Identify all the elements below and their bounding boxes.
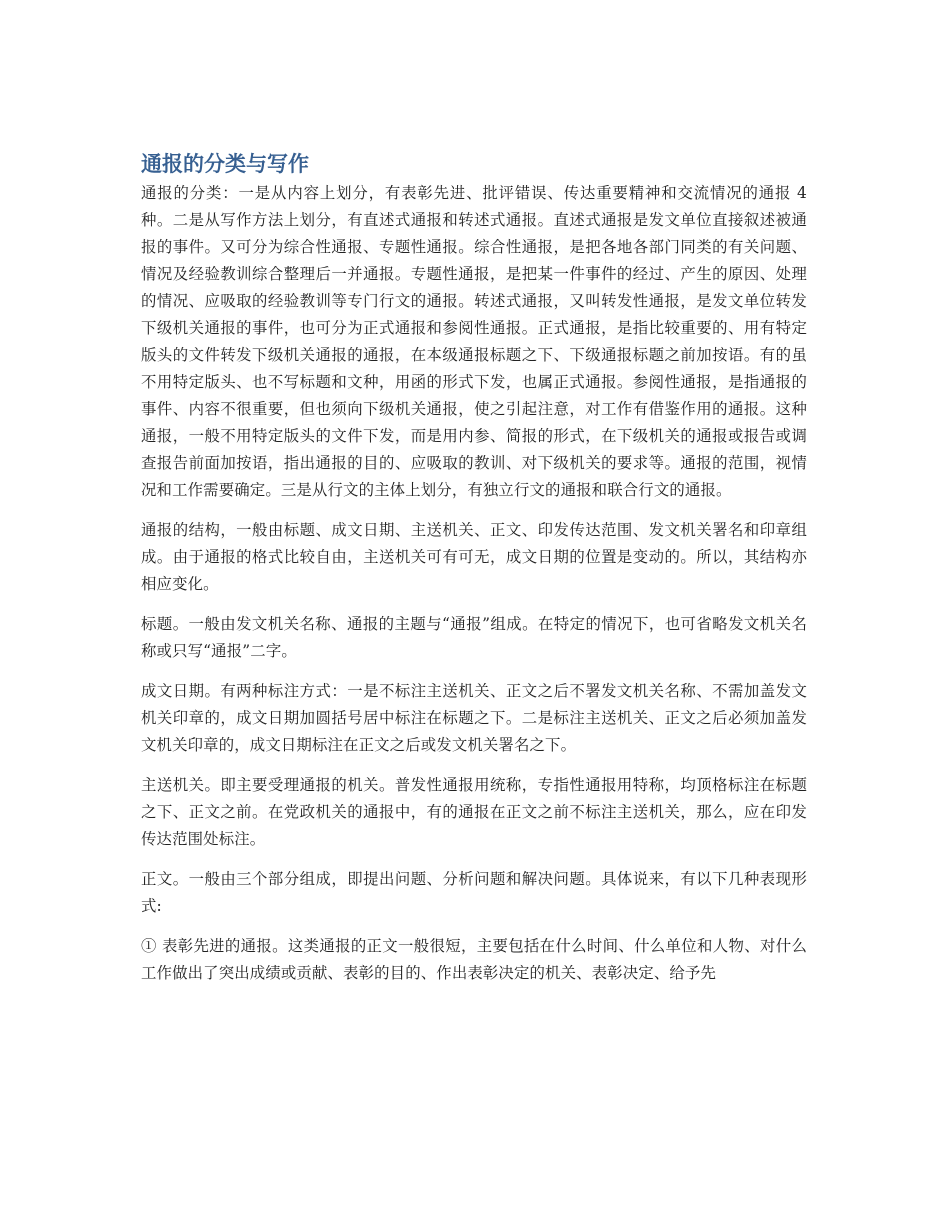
paragraph-structure: 通报的结构，一般由标题、成文日期、主送机关、正文、印发传达范围、发文机关署名和印章组成。由于通报的格式比较自由，主送机关可有可无，成文日期的位置是变动的。所以，其结构亦相应变化。 <box>141 521 807 593</box>
paragraph-body-section: 正文。一般由三个部分组成，即提出问题、分析问题和解决问题。具体说来，有以下几种表现形式: <box>141 870 807 915</box>
document-page <box>141 150 807 1000</box>
paragraph-recipient-section: 主送机关。即主要受理通报的机关。普发性通报用统称，专指性通报用特称，均顶格标注在标题之下、正文之前。在党政机关的通报中，有的通报在正文之前不标注主送机关，那么，应在印发传达范围处标注。 <box>141 776 807 848</box>
paragraph-commendation: ① 表彰先进的通报。这类通报的正文一般很短，主要包括在什么时间、什么单位和人物、对什么工作做出了突出成绩或贡献、表彰的目的、作出表彰决定的机关、表彰决定、给予先 <box>141 937 807 982</box>
paragraph-title-section: 标题。一般由发文机关名称、通报的主题与“通报”组成。在特定的情况下，也可省略发文机关名称或只写“通报”二字。 <box>141 615 807 660</box>
paragraph-date-section: 成文日期。有两种标注方式：一是不标注主送机关、正文之后不署发文机关名称、不需加盖发文机关印章的，成文日期加圆括号居中标注在标题之下。二是标注主送机关、正文之后必须加盖发文机关印章的，成文日期标注在正文之后或发文机关署名之下。 <box>141 682 807 754</box>
document-title: 通报的分类与写作 <box>141 152 309 176</box>
paragraph-classification: 通报的分类：一是从内容上划分，有表彰先进、批评错误、传达重要精神和交流情况的通报 4 种。二是从写作方法上划分，有直述式通报和转述式通报。直述式通报是发文单位直接叙述被通报的事件。又可分为综合性通报、专题性通报。综合性通报，是把各地各部门同类的有关问题、情况及经验教训综合整理后一并通报。专题性通报，是把某一件事件的经过、产生的原因、处理的情况、应吸取的经验教训等专门行文的通报。转述式通报，又叫转发性通报，是发文单位转发下级机关通报的事件，也可分为正式通报和参阅性通报。正式通报，是指比较重要的、用有特定版头的文件转发下级机关通报的通报，在本级通报标题之下、下级通报标题之前加按语。有的虽不用特定版头、也不写标题和文种，用函的形式下发，也属正式通报。参阅性通报，是指通报的事件、内容不很重要，但也须向下级机关通报，使之引起注意，对工作有借鉴作用的通报。这种通报，一般不用特定版头的文件下发，而是用内参、简报的形式，在下级机关的通报或报告或调查报告前面加按语，指出通报的目的、应吸取的教训、对下级机关的要求等。通报的范围，视情况和工作需要确定。三是从行文的主体上划分，有独立行文的通报和联合行文的通报。 <box>141 184 807 499</box>
